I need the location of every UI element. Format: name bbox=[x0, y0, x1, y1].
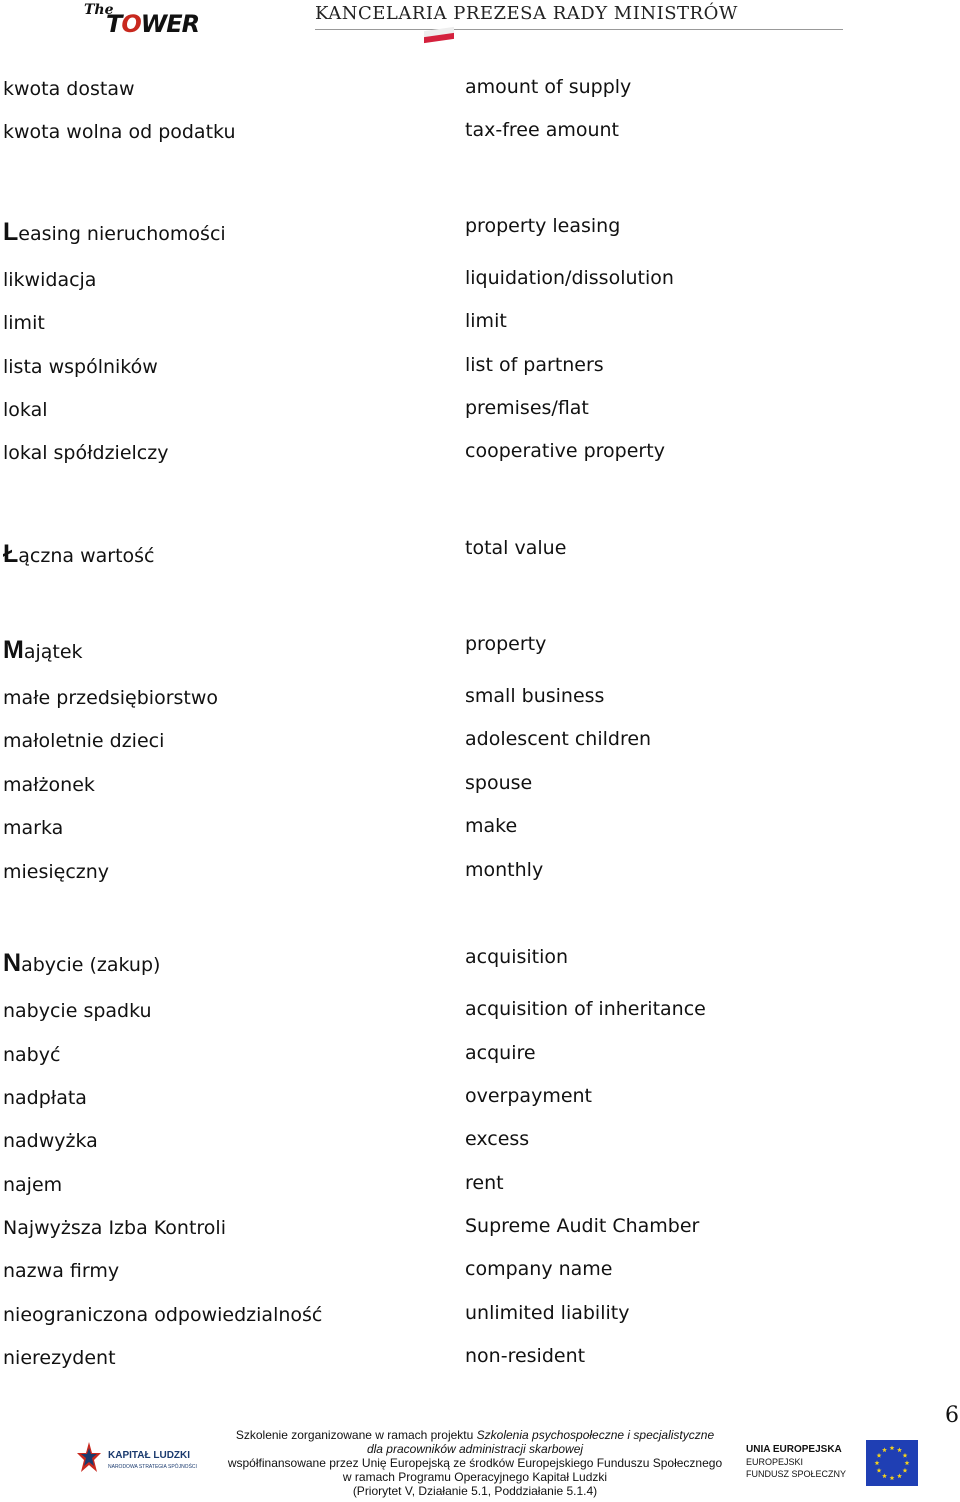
polish-term-text: nadwyżka bbox=[3, 1130, 98, 1152]
polish-term bbox=[3, 726, 164, 754]
polish-term bbox=[3, 352, 158, 380]
footer-line-3: współfinansowane przez Unię Europejską ze środków Europejskiego Funduszu Społecznego bbox=[227, 1456, 723, 1470]
glossary-row bbox=[0, 1300, 960, 1326]
polish-term bbox=[3, 1083, 87, 1111]
glossary-row bbox=[0, 1343, 960, 1369]
polish-flag-icon bbox=[424, 29, 454, 43]
glossary-row bbox=[0, 813, 960, 839]
the-tower-logo bbox=[84, 2, 214, 42]
polish-term bbox=[3, 308, 45, 336]
polish-term bbox=[3, 1170, 62, 1198]
polish-term bbox=[3, 1343, 116, 1371]
polish-term bbox=[3, 265, 96, 293]
english-term: total value bbox=[465, 537, 567, 559]
polish-term-text: lista wspólników bbox=[3, 356, 158, 378]
glossary-row bbox=[0, 308, 960, 334]
english-term: company name bbox=[465, 1258, 613, 1280]
glossary-row bbox=[0, 633, 960, 664]
polish-term bbox=[3, 1213, 226, 1241]
polish-term-text: ączna wartość bbox=[18, 545, 155, 567]
english-term: adolescent children bbox=[465, 728, 652, 750]
polish-term-text: nabyć bbox=[3, 1044, 61, 1066]
glossary-row bbox=[0, 1126, 960, 1152]
polish-term-text: nierezydent bbox=[3, 1347, 116, 1369]
polish-term-text: lokal spółdzielczy bbox=[3, 442, 169, 464]
page-number: 6 bbox=[945, 1403, 959, 1428]
polish-term-text: nieograniczona odpowiedzialność bbox=[3, 1304, 323, 1326]
polish-term bbox=[3, 813, 63, 841]
polish-term-text: małoletnie dzieci bbox=[3, 730, 165, 752]
logo-tower-word: TOWER bbox=[106, 10, 200, 38]
eu-label-3: FUNDUSZ SPOŁECZNY bbox=[746, 1469, 847, 1479]
glossary-row bbox=[0, 265, 960, 291]
english-term: premises/flat bbox=[465, 397, 589, 419]
polish-term-text: najem bbox=[3, 1174, 63, 1196]
polish-term-text: limit bbox=[3, 312, 45, 334]
polish-term bbox=[3, 950, 160, 978]
page-header bbox=[0, 0, 960, 52]
glossary-row bbox=[0, 857, 960, 883]
footer-line-2: dla pracowników administracji skarbowej bbox=[366, 1442, 584, 1456]
polish-term bbox=[3, 857, 109, 885]
glossary-row bbox=[0, 1170, 960, 1196]
english-term: tax-free amount bbox=[465, 119, 620, 141]
polish-term-text: kwota dostaw bbox=[3, 78, 135, 100]
glossary-row bbox=[0, 395, 960, 421]
polish-term bbox=[3, 996, 152, 1024]
english-term: property leasing bbox=[465, 215, 621, 237]
english-term: spouse bbox=[465, 772, 533, 794]
logo-the: The bbox=[84, 2, 114, 18]
glossary-row bbox=[0, 352, 960, 378]
initial-letter: Ł bbox=[3, 540, 19, 568]
english-term: make bbox=[465, 815, 518, 837]
polish-term-text: easing nieruchomości bbox=[18, 223, 226, 245]
english-term: excess bbox=[465, 1128, 530, 1150]
eu-label-2: EUROPEJSKI bbox=[746, 1457, 804, 1467]
glossary-row bbox=[0, 726, 960, 752]
polish-term-text: likwidacja bbox=[3, 269, 97, 291]
english-term: cooperative property bbox=[465, 440, 665, 462]
polish-term bbox=[3, 74, 135, 102]
english-term: property bbox=[465, 633, 547, 655]
glossary-row bbox=[0, 215, 960, 246]
eu-label bbox=[746, 1444, 846, 1480]
initial-letter: N bbox=[3, 949, 22, 977]
english-term: list of partners bbox=[465, 354, 604, 376]
glossary-row bbox=[0, 1213, 960, 1239]
polish-term-text: nazwa firmy bbox=[3, 1260, 120, 1282]
office-title: KANCELARIA PREZESA RADY MINISTRÓW bbox=[315, 3, 738, 24]
glossary-row bbox=[0, 537, 960, 568]
glossary-row bbox=[0, 1040, 960, 1066]
polish-term bbox=[3, 117, 236, 145]
kapital-ludzki-star-icon bbox=[76, 1440, 102, 1476]
polish-term bbox=[3, 1300, 322, 1328]
eu-label-1: UNIA EUROPEJSKA bbox=[746, 1444, 842, 1455]
glossary-row bbox=[0, 438, 960, 464]
kapital-ludzki-title: KAPITAŁ LUDZKI bbox=[108, 1450, 191, 1461]
glossary-row bbox=[0, 946, 960, 977]
glossary-row bbox=[0, 117, 960, 143]
polish-term bbox=[3, 541, 154, 569]
english-term: overpayment bbox=[465, 1085, 593, 1107]
polish-term-text: kwota wolna od podatku bbox=[3, 121, 236, 143]
english-term: rent bbox=[465, 1172, 504, 1194]
english-term: acquire bbox=[465, 1042, 536, 1064]
glossary-row bbox=[0, 1083, 960, 1109]
english-term: Supreme Audit Chamber bbox=[465, 1215, 700, 1237]
glossary-row bbox=[0, 683, 960, 709]
english-term: small business bbox=[465, 685, 605, 707]
english-term: acquisition of inheritance bbox=[465, 998, 706, 1020]
footer-line-5: (Priorytet V, Działanie 5.1, Poddziałanie 5.1.4) bbox=[352, 1484, 598, 1498]
english-term: monthly bbox=[465, 859, 544, 881]
polish-term bbox=[3, 770, 95, 798]
initial-letter: L bbox=[3, 218, 19, 246]
english-term: unlimited liability bbox=[465, 1302, 630, 1324]
polish-term bbox=[3, 637, 83, 665]
glossary-row bbox=[0, 996, 960, 1022]
polish-term bbox=[3, 1040, 60, 1068]
polish-term-text: ajątek bbox=[23, 641, 83, 663]
polish-term-text: małżonek bbox=[3, 774, 95, 796]
polish-term-text: małe przedsiębiorstwo bbox=[3, 687, 219, 709]
header-divider bbox=[315, 29, 843, 30]
polish-term bbox=[3, 683, 218, 711]
kapital-ludzki-subtitle: NARODOWA STRATEGIA SPÓJNOŚCI bbox=[108, 1464, 197, 1470]
glossary-row bbox=[0, 1256, 960, 1282]
footer-text bbox=[215, 1428, 735, 1498]
polish-term-text: abycie (zakup) bbox=[21, 954, 161, 976]
polish-term-text: marka bbox=[3, 817, 64, 839]
polish-term bbox=[3, 395, 48, 423]
polish-term bbox=[3, 1256, 119, 1284]
english-term: liquidation/dissolution bbox=[465, 267, 674, 289]
initial-letter: M bbox=[3, 636, 24, 664]
polish-term bbox=[3, 1126, 98, 1154]
polish-term-text: nadpłata bbox=[3, 1087, 87, 1109]
polish-term-text: miesięczny bbox=[3, 861, 110, 883]
english-term: non-resident bbox=[465, 1345, 586, 1367]
polish-term bbox=[3, 438, 168, 466]
polish-term bbox=[3, 219, 226, 247]
polish-term-text: nabycie spadku bbox=[3, 1000, 152, 1022]
polish-term-text: Najwyższa Izba Kontroli bbox=[3, 1217, 226, 1239]
english-term: amount of supply bbox=[465, 76, 632, 98]
eu-flag-icon bbox=[866, 1440, 918, 1486]
english-term: limit bbox=[465, 310, 507, 332]
polish-term-text: lokal bbox=[3, 399, 48, 421]
english-term: acquisition bbox=[465, 946, 569, 968]
footer-line-1: Szkolenie zorganizowane w ramach projektu Szkolenia psychospołeczne i specjalistyczne bbox=[235, 1428, 715, 1442]
footer-line-4: w ramach Programu Operacyjnego Kapitał Ludzki bbox=[342, 1470, 608, 1484]
glossary-row bbox=[0, 770, 960, 796]
glossary-row bbox=[0, 74, 960, 100]
kapital-ludzki-logo bbox=[76, 1440, 196, 1480]
